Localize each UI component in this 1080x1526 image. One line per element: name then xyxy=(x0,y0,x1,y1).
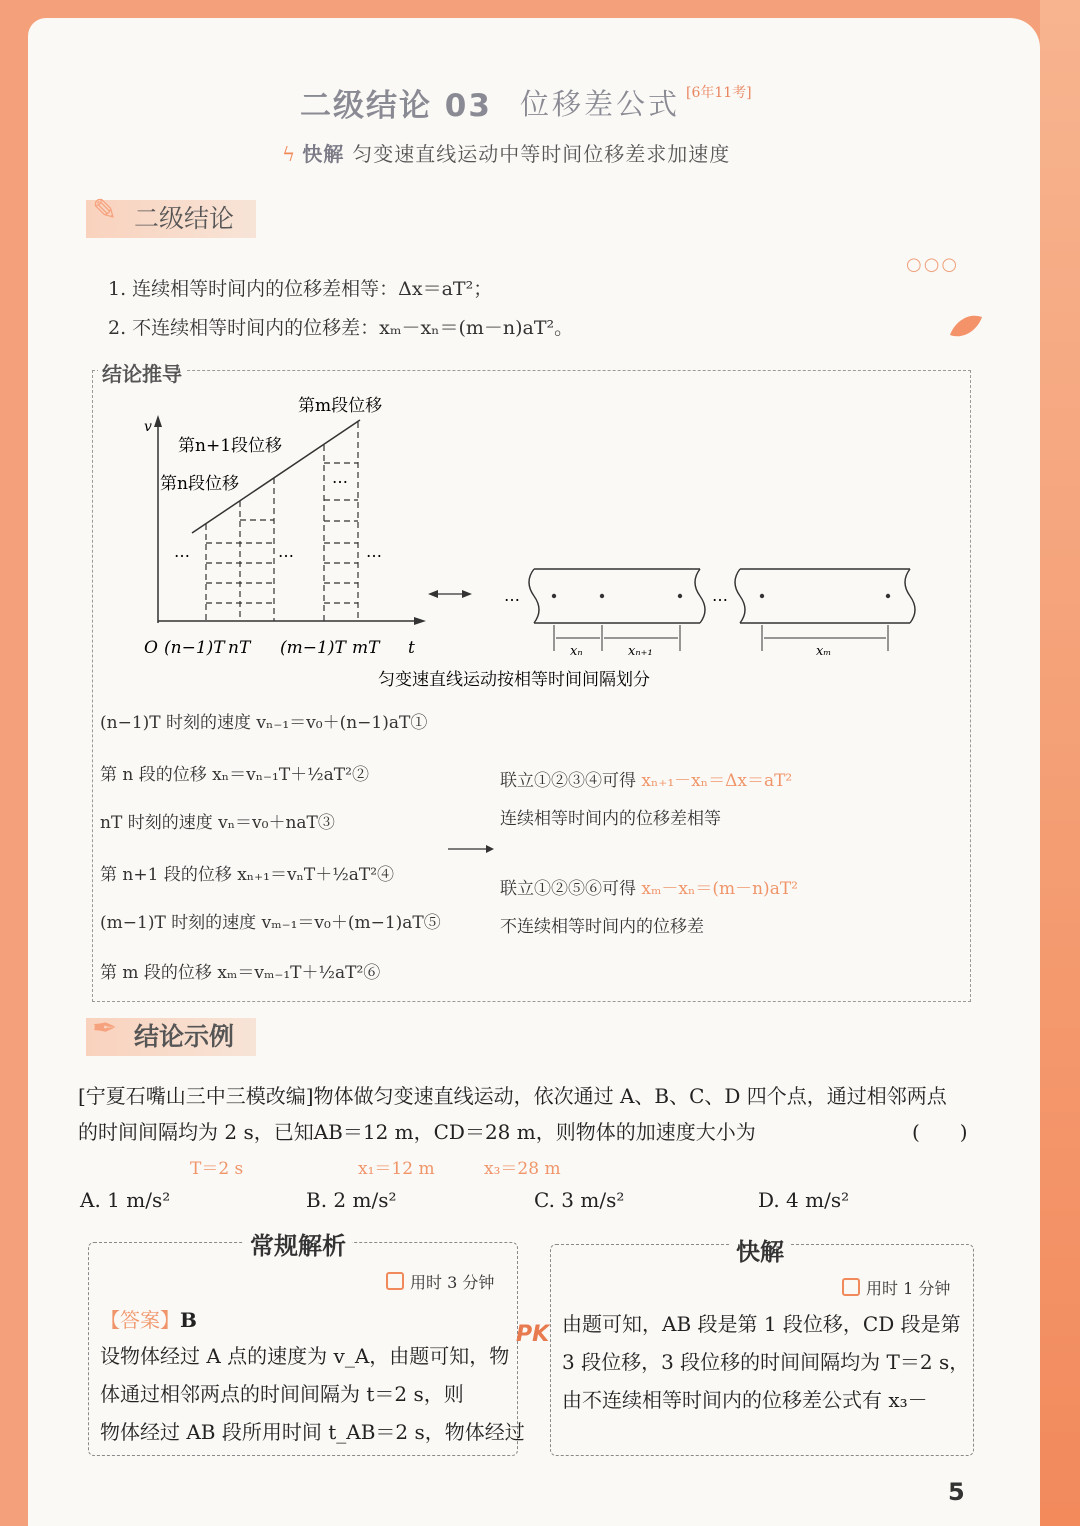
seg-m-label: 第m段位移 xyxy=(298,396,383,416)
tape-label-xm: xₘ xyxy=(816,644,832,659)
equation-1: (n−1)T 时刻的速度 vₙ₋₁＝v₀＋(n−1)aT① xyxy=(100,713,428,733)
regular-time: 用时 3 分钟 xyxy=(386,1270,494,1293)
answer-blank: ( ) xyxy=(912,1120,968,1144)
regular-line-2: 体通过相邻两点的时间间隔为 t＝2 s，则 xyxy=(100,1382,464,1406)
result-1-formula: xₙ₊₁－xₙ＝Δx＝aT² xyxy=(641,771,793,791)
result-1-desc: 连续相等时间内的位移差相等 xyxy=(500,809,721,829)
tape-dots-1: … xyxy=(504,586,520,605)
graph-dots-2: … xyxy=(278,542,294,561)
conclusion-item-2: 2. 不连续相等时间内的位移差：xₘ－xₙ＝(m－n)aT²。 xyxy=(108,317,574,339)
option-a[interactable]: A. 1 m/s² xyxy=(80,1188,171,1212)
tick-label-m1T: (m−1)T xyxy=(280,638,346,658)
clock-icon xyxy=(842,1278,860,1296)
lightning-icon: ϟ xyxy=(282,142,297,166)
conclusion-item-1: 1. 连续相等时间内的位移差相等：Δx＝aT²； xyxy=(108,278,493,300)
tape-label-xn1: xₙ₊₁ xyxy=(628,644,653,659)
derivation-label: 结论推导 xyxy=(98,358,186,387)
note-x3: x₃＝28 m xyxy=(484,1159,561,1179)
origin-label: O xyxy=(144,638,158,658)
page-number: 5 xyxy=(948,1478,965,1506)
page-edge-band xyxy=(1040,0,1080,1526)
title-tag: [6年11考] xyxy=(686,85,752,101)
equation-4: 第 n+1 段的位移 xₙ₊₁＝vₙT＋½aT²④ xyxy=(100,865,395,885)
title-sub: 位移差公式 xyxy=(520,87,681,121)
equation-6: 第 m 段的位移 xₘ＝vₘ₋₁T＋½aT²⑥ xyxy=(100,963,381,983)
v-label: v xyxy=(144,419,152,435)
result-2: 联立①②⑤⑥可得 xₘ－xₙ＝(m－n)aT² xyxy=(500,879,798,899)
tape-label-xn: xₙ xyxy=(570,644,583,659)
answer-line: 【答案】B xyxy=(100,1308,197,1332)
subtitle xyxy=(282,138,730,167)
regular-line-1: 设物体经过 A 点的速度为 v_A，由题可知，物 xyxy=(100,1344,510,1368)
subtitle-text: 匀变速直线运动中等时间位移差求加速度 xyxy=(352,142,731,166)
tape-1-dots xyxy=(552,594,682,598)
seg-n1-label: 第n+1段位移 xyxy=(178,436,283,456)
figure-caption: 匀变速直线运动按相等时间间隔划分 xyxy=(378,670,650,690)
seg-n-label: 第n段位移 xyxy=(160,474,239,494)
scroll-icon: ✎ xyxy=(92,193,118,228)
subtitle-key: 快解 xyxy=(302,142,345,166)
question-line-1: [宁夏石嘴山三中三模改编]物体做匀变速直线运动，依次通过 A、B、C、D 四个点，通过相邻两点 xyxy=(78,1084,947,1108)
option-d[interactable]: D. 4 m/s² xyxy=(758,1188,850,1212)
tick-label-nT: nT xyxy=(228,638,251,658)
result-2-desc: 不连续相等时间内的位移差 xyxy=(500,917,704,937)
graph-dots-1: … xyxy=(174,542,190,561)
question-line-2: 的时间间隔均为 2 s，已知AB＝12 m，CD＝28 m，则物体的加速度大小为 xyxy=(78,1120,756,1144)
tape-dots-2: … xyxy=(712,586,728,605)
equation-3: nT 时刻的速度 vₙ＝v₀＋naT③ xyxy=(100,813,335,833)
title-main: 二级结论 03 xyxy=(300,88,492,124)
tick-label-mT: mT xyxy=(352,638,380,658)
tape-2-dots xyxy=(760,594,890,598)
pk-label: PK xyxy=(516,1322,550,1347)
clock-icon xyxy=(386,1272,404,1290)
note-x1: x₁＝12 m xyxy=(358,1159,435,1179)
option-c[interactable]: C. 3 m/s² xyxy=(534,1188,625,1212)
derivation-figure xyxy=(92,385,969,695)
result-1: 联立①②③④可得 xₙ₊₁－xₙ＝Δx＝aT² xyxy=(500,771,793,791)
note-T: T＝2 s xyxy=(190,1159,244,1179)
regular-solution-title: 常规解析 xyxy=(244,1226,352,1261)
decor-circles-icon: ○○○ xyxy=(906,254,960,275)
quick-line-2: 3 段位移，3 段位移的时间间隔均为 T＝2 s， xyxy=(562,1350,970,1374)
graph-dots-4: … xyxy=(366,542,382,561)
option-b[interactable]: B. 2 m/s² xyxy=(306,1188,397,1212)
section-tag-example: ✒ 结论示例 xyxy=(86,1018,256,1056)
equation-5: (m−1)T 时刻的速度 vₘ₋₁＝v₀＋(m−1)aT⑤ xyxy=(100,913,441,933)
regular-line-3: 物体经过 AB 段所用时间 t_AB＝2 s，物体经过 xyxy=(100,1420,525,1444)
tick-label-n1T: (n−1)T xyxy=(164,638,225,658)
section-tag-conclusion: ✎ 二级结论 xyxy=(86,200,256,238)
pen-icon: ✒ xyxy=(92,1011,118,1046)
quick-time: 用时 1 分钟 xyxy=(842,1276,950,1299)
graph-dots-3: … xyxy=(332,468,348,487)
quick-line-3: 由不连续相等时间内的位移差公式有 x₃－ xyxy=(562,1388,928,1412)
result-2-formula: xₘ－xₙ＝(m－n)aT² xyxy=(641,879,798,899)
result-arrow xyxy=(446,842,496,856)
quick-line-1: 由题可知，AB 段是第 1 段位移，CD 段是第 xyxy=(562,1312,961,1336)
quick-solution-title: 快解 xyxy=(730,1232,790,1267)
t-label: t xyxy=(408,638,415,658)
equation-2: 第 n 段的位移 xₙ＝vₙ₋₁T＋½aT²② xyxy=(100,765,369,785)
